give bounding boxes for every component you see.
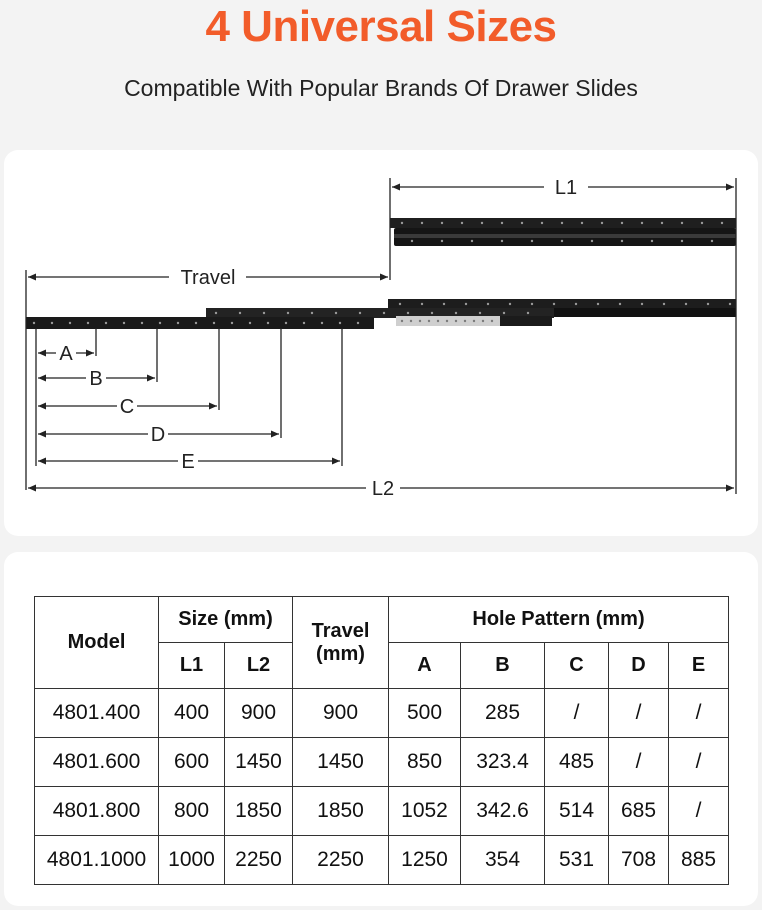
retracted-slide — [390, 218, 736, 246]
mounting-hole — [601, 222, 603, 224]
mounting-hole — [339, 322, 341, 324]
mounting-hole — [407, 312, 409, 314]
mounting-hole — [123, 322, 125, 324]
mounting-hole — [69, 322, 71, 324]
mounting-hole — [455, 312, 457, 314]
mounting-hole — [455, 320, 457, 322]
c-label: C — [119, 396, 135, 418]
mounting-hole — [159, 322, 161, 324]
mounting-hole — [465, 303, 467, 305]
mounting-hole — [357, 322, 359, 324]
page-subtitle: Compatible With Popular Brands Of Drawer Slides — [124, 75, 638, 101]
table-row — [35, 738, 729, 787]
mounting-hole — [239, 312, 241, 314]
model-cell: 4801.800 — [35, 787, 159, 836]
model-cell: 4801.600 — [35, 738, 159, 787]
model-header: Model — [35, 597, 159, 689]
table-row — [35, 836, 729, 885]
mounting-hole — [399, 303, 401, 305]
mounting-hole — [479, 312, 481, 314]
c-cell: 485 — [545, 738, 609, 787]
mounting-hole — [491, 320, 493, 322]
e-cell: / — [669, 689, 729, 738]
mounting-hole — [685, 303, 687, 305]
d-label: D — [150, 424, 166, 446]
hole-pattern-header: Hole Pattern (mm) — [389, 597, 729, 643]
extended-slide-outer-member — [388, 299, 736, 309]
mounting-hole — [411, 240, 413, 242]
mounting-hole — [721, 222, 723, 224]
mounting-hole — [231, 322, 233, 324]
l1-cell: 800 — [159, 787, 225, 836]
table-row — [35, 787, 729, 836]
mounting-hole — [663, 303, 665, 305]
mounting-hole — [561, 240, 563, 242]
mounting-hole — [509, 303, 511, 305]
l2-cell: 1450 — [225, 738, 293, 787]
mounting-hole — [619, 303, 621, 305]
dimension-diagram-panel — [4, 150, 758, 536]
travel-cell: 900 — [293, 689, 389, 738]
mounting-hole — [561, 222, 563, 224]
mounting-hole — [553, 303, 555, 305]
mounting-hole — [661, 222, 663, 224]
d-header: D — [609, 643, 669, 689]
a-cell: 1250 — [389, 836, 461, 885]
mounting-hole — [410, 320, 412, 322]
mounting-hole — [487, 303, 489, 305]
a-cell: 500 — [389, 689, 461, 738]
e-cell: / — [669, 738, 729, 787]
mounting-hole — [213, 322, 215, 324]
size-header: Size (mm) — [159, 597, 293, 643]
mounting-hole — [401, 222, 403, 224]
mounting-hole — [521, 222, 523, 224]
e-header: E — [669, 643, 729, 689]
spec-table-panel — [4, 552, 758, 906]
a-cell: 850 — [389, 738, 461, 787]
mounting-hole — [707, 303, 709, 305]
mounting-hole — [421, 222, 423, 224]
page-title: 4 Universal Sizes — [205, 2, 557, 51]
mounting-hole — [461, 222, 463, 224]
l1-cell: 1000 — [159, 836, 225, 885]
mounting-hole — [541, 222, 543, 224]
b-cell: 342.6 — [461, 787, 545, 836]
c-cell: 514 — [545, 787, 609, 836]
mounting-hole — [287, 312, 289, 314]
l1-cell: 600 — [159, 738, 225, 787]
mounting-hole — [473, 320, 475, 322]
mounting-hole — [419, 320, 421, 322]
model-cell: 4801.400 — [35, 689, 159, 738]
a-label: A — [59, 343, 73, 365]
table-row — [35, 689, 729, 738]
mounting-hole — [141, 322, 143, 324]
e-cell: / — [669, 787, 729, 836]
e-label: E — [181, 451, 195, 473]
mounting-hole — [267, 322, 269, 324]
d-cell: 708 — [609, 836, 669, 885]
a-header: A — [389, 643, 461, 689]
mounting-hole — [215, 312, 217, 314]
l1-header: L1 — [159, 643, 225, 689]
mounting-hole — [527, 312, 529, 314]
mounting-hole — [285, 322, 287, 324]
mounting-hole — [87, 322, 89, 324]
mounting-hole — [428, 320, 430, 322]
travel-header-line1: Travel — [311, 619, 370, 642]
mounting-hole — [471, 240, 473, 242]
mounting-hole — [263, 312, 265, 314]
mounting-hole — [249, 322, 251, 324]
mounting-hole — [481, 222, 483, 224]
mounting-hole — [359, 312, 361, 314]
mounting-hole — [621, 222, 623, 224]
b-label: B — [89, 368, 103, 390]
mounting-hole — [729, 303, 731, 305]
l1-cell: 400 — [159, 689, 225, 738]
mounting-hole — [581, 222, 583, 224]
c-cell: 531 — [545, 836, 609, 885]
mounting-hole — [531, 303, 533, 305]
mounting-hole — [51, 322, 53, 324]
mounting-hole — [421, 303, 423, 305]
l2-label: L2 — [371, 478, 395, 500]
travel-cell: 2250 — [293, 836, 389, 885]
mounting-hole — [441, 240, 443, 242]
l2-header: L2 — [225, 643, 293, 689]
mounting-hole — [597, 303, 599, 305]
mounting-hole — [446, 320, 448, 322]
mounting-hole — [621, 240, 623, 242]
l2-cell: 1850 — [225, 787, 293, 836]
b-cell: 354 — [461, 836, 545, 885]
travel-cell: 1450 — [293, 738, 389, 787]
l2-cell: 2250 — [225, 836, 293, 885]
mounting-hole — [105, 322, 107, 324]
mounting-hole — [503, 312, 505, 314]
mounting-hole — [437, 320, 439, 322]
e-cell: 885 — [669, 836, 729, 885]
d-cell: / — [609, 738, 669, 787]
travel-header-line2: (mm) — [316, 642, 365, 665]
mounting-hole — [641, 222, 643, 224]
b-header: B — [461, 643, 545, 689]
a-cell: 1052 — [389, 787, 461, 836]
mounting-hole — [33, 322, 35, 324]
mounting-hole — [303, 322, 305, 324]
travel-label: Travel — [180, 267, 236, 289]
mounting-hole — [681, 222, 683, 224]
mounting-hole — [401, 320, 403, 322]
d-cell: / — [609, 689, 669, 738]
mounting-hole — [431, 312, 433, 314]
mounting-hole — [501, 240, 503, 242]
mounting-hole — [501, 222, 503, 224]
mounting-hole — [335, 312, 337, 314]
l1-label: L1 — [554, 177, 578, 199]
mounting-hole — [531, 240, 533, 242]
mounting-hole — [311, 312, 313, 314]
b-cell: 285 — [461, 689, 545, 738]
mounting-hole — [575, 303, 577, 305]
mounting-hole — [482, 320, 484, 322]
l2-cell: 900 — [225, 689, 293, 738]
c-cell: / — [545, 689, 609, 738]
mounting-hole — [464, 320, 466, 322]
mounting-hole — [681, 240, 683, 242]
b-cell: 323.4 — [461, 738, 545, 787]
travel-cell: 1850 — [293, 787, 389, 836]
model-cell: 4801.1000 — [35, 836, 159, 885]
extended-slide — [26, 299, 736, 329]
mounting-hole — [701, 222, 703, 224]
size-spec-table — [34, 596, 729, 885]
mounting-hole — [383, 312, 385, 314]
mounting-hole — [195, 322, 197, 324]
slide-dimension-diagram — [4, 150, 758, 536]
mounting-hole — [641, 303, 643, 305]
c-header: C — [545, 643, 609, 689]
travel-header — [293, 597, 389, 689]
mounting-hole — [441, 222, 443, 224]
mounting-hole — [591, 240, 593, 242]
mounting-hole — [321, 322, 323, 324]
mounting-hole — [711, 240, 713, 242]
mounting-hole — [651, 240, 653, 242]
d-cell: 685 — [609, 787, 669, 836]
mounting-hole — [443, 303, 445, 305]
mounting-hole — [177, 322, 179, 324]
